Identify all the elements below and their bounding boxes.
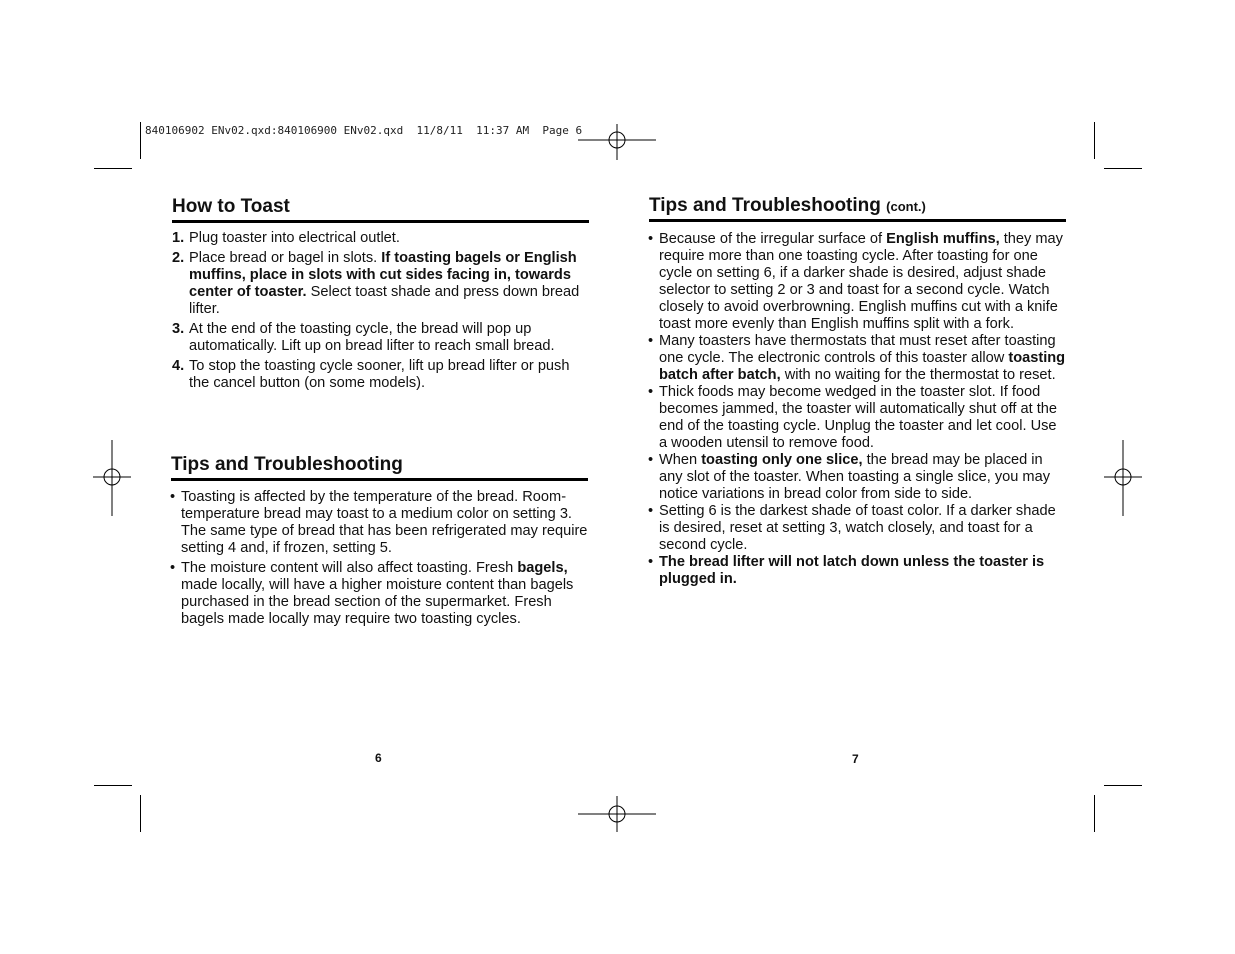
tips-heading: Tips and Troubleshooting	[171, 454, 403, 475]
body-text: Select toast shade and press down bread lifter.	[189, 284, 580, 317]
body-text: Plug toaster into electrical outlet.	[189, 230, 400, 246]
tip-item	[170, 489, 590, 557]
tips-cont-rule	[649, 219, 1066, 222]
bullet-icon: •	[648, 333, 654, 349]
step-number: 2.	[172, 250, 185, 266]
bold-text: If toasting bagels or English muffins, place in slots with cut sides facing in, towards center of toaster.	[189, 250, 577, 300]
registration-mark-left	[93, 440, 131, 516]
body-text: made locally, will have a higher moisture content than bagels purchased in the bread section of the supermarket. Fresh bagels made locally may require two toasting cycles.	[181, 577, 574, 627]
tips-cont-suffix: (cont.)	[886, 199, 926, 214]
bullet-icon: •	[648, 503, 654, 519]
crop-mark-top-left-vertical	[140, 122, 141, 159]
bullet-icon: •	[170, 560, 176, 576]
tips-cont-list	[648, 231, 1068, 588]
step-item	[172, 250, 592, 318]
crop-mark-bottom-right-vertical	[1094, 795, 1095, 832]
tip-item	[648, 452, 1068, 503]
crop-mark-top-left-horizontal	[94, 168, 132, 169]
tips-cont-title: Tips and Troubleshooting	[649, 195, 881, 216]
how-to-toast-rule	[172, 220, 589, 223]
bold-text: toasting batch after batch,	[659, 350, 1066, 383]
body-text: Toasting is affected by the temperature of the bread. Room-temperature bread may toast to a medium color on setting 3. The same type of bread that has been refrigerated may require setting 4 and, if frozen, setting 5.	[181, 489, 588, 556]
body-text: the bread may be placed in any slot of the toaster. When toasting a single slice, you may notice variations in bread color from side to side.	[659, 452, 1050, 502]
tips-list	[170, 489, 590, 631]
bold-text: The bread lifter will not latch down unless the toaster is plugged in.	[659, 554, 1045, 587]
crop-mark-top-right-vertical	[1094, 122, 1095, 159]
bullet-icon: •	[648, 554, 654, 570]
crop-mark-top-right-horizontal	[1104, 168, 1142, 169]
how-to-toast-heading: How to Toast	[172, 196, 290, 217]
tip-item	[648, 503, 1068, 554]
step-number: 4.	[172, 358, 185, 374]
body-text: they may require more than one toasting cycle. After toasting for one cycle on setting 6, if a darker shade is desired, adjust shade selector to setting 2 or 3 and toast for a second cycle. Watch closely to avoid overbrowning. English muffins cut with a knife toast more evenly than English muffins split with a fork.	[659, 231, 1063, 332]
step-item	[172, 230, 592, 247]
tip-item	[170, 560, 590, 628]
body-text: Setting 6 is the darkest shade of toast color. If a darker shade is desired, reset at setting 3, watch closely, and toast for a second cycle.	[659, 503, 1056, 553]
body-text: To stop the toasting cycle sooner, lift up bread lifter or push the cancel button (on some models).	[189, 358, 570, 391]
tips-cont-heading	[649, 195, 926, 217]
registration-mark-right	[1104, 440, 1142, 516]
registration-mark-bottom	[578, 796, 656, 832]
bold-text: bagels,	[517, 560, 568, 576]
tips-rule	[171, 478, 588, 481]
slug-line: 840106902 ENv02.qxd:840106900 ENv02.qxd 11/8/11 11:37 AM Page 6	[145, 124, 583, 137]
crop-mark-bottom-left-horizontal	[94, 785, 132, 786]
step-number: 3.	[172, 321, 185, 337]
page-number-left: 6	[375, 751, 382, 765]
tip-item	[648, 231, 1068, 333]
body-text: Place bread or bagel in slots.	[189, 250, 382, 266]
how-to-toast-steps	[172, 230, 592, 395]
bullet-icon: •	[648, 452, 654, 468]
tip-item	[648, 384, 1068, 452]
tip-item	[648, 554, 1068, 588]
bold-text: toasting only one slice,	[701, 452, 863, 468]
body-text: When	[659, 452, 702, 468]
body-text: Thick foods may become wedged in the toaster slot. If food becomes jammed, the toaster will automatically shut off at the end of the toasting cycle. Unplug the toaster and let cool. Use a wooden utensil to remove food.	[659, 384, 1058, 451]
step-item	[172, 358, 592, 392]
crop-mark-bottom-left-vertical	[140, 795, 141, 832]
bullet-icon: •	[170, 489, 176, 505]
body-text: The moisture content will also affect toasting. Fresh	[181, 560, 518, 576]
body-text: with no waiting for the thermostat to reset.	[780, 367, 1056, 383]
tip-item	[648, 333, 1068, 384]
step-item	[172, 321, 592, 355]
bullet-icon: •	[648, 384, 654, 400]
body-text: Because of the irregular surface of	[659, 231, 887, 247]
page-number-right: 7	[852, 752, 859, 766]
step-number: 1.	[172, 230, 185, 246]
registration-mark-top	[578, 124, 656, 160]
body-text: Many toasters have thermostats that must reset after toasting one cycle. The electronic controls of this toaster allow	[659, 333, 1056, 366]
crop-mark-bottom-right-horizontal	[1104, 785, 1142, 786]
bullet-icon: •	[648, 231, 654, 247]
body-text: At the end of the toasting cycle, the bread will pop up automatically. Lift up on bread lifter to reach small bread.	[189, 321, 555, 354]
bold-text: English muffins,	[886, 231, 1000, 247]
